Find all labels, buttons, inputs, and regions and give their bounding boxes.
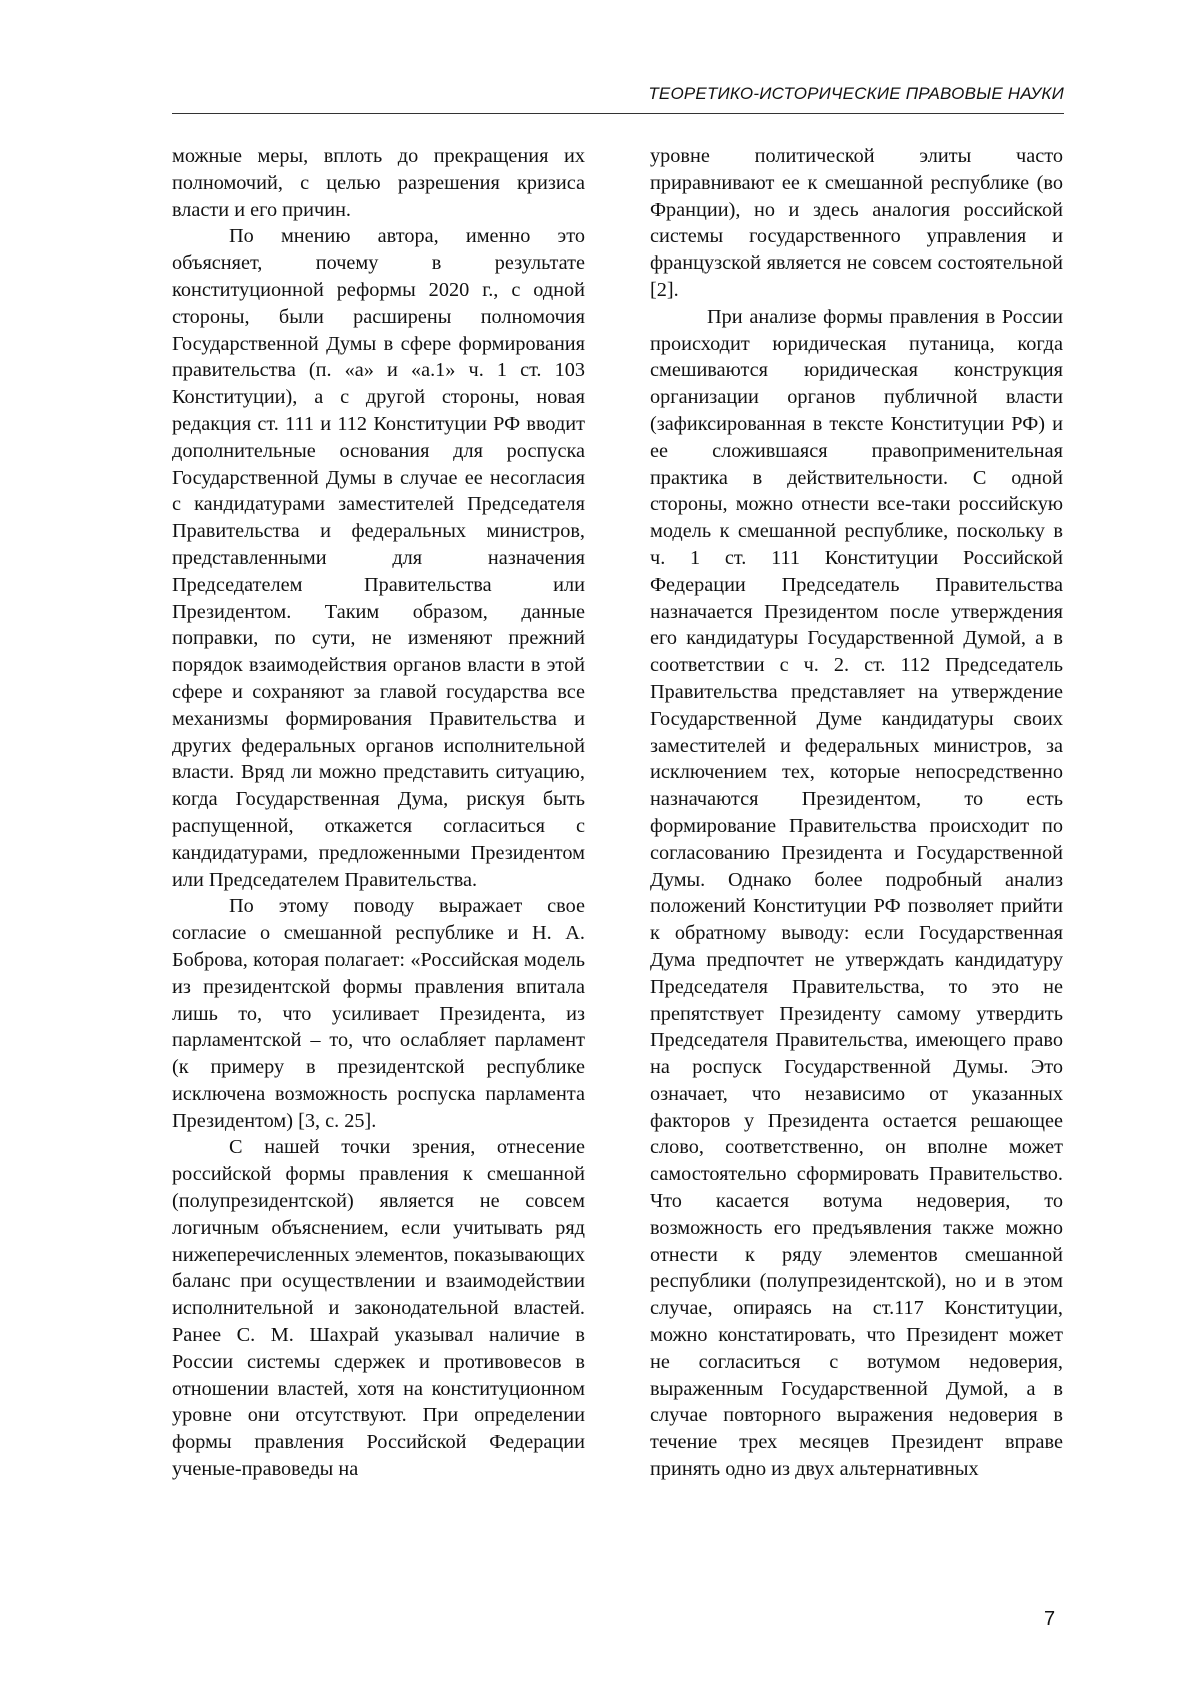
paragraph: По мнению автора, именно это объясняет, почему в результате конституционной реформы 2020 г., с одной стороны, были расширены полномочия Государственной Думы в сфере формирования правительства (п. «а» и «а.1» ч. 1 ст. 103 Конституции), а с другой стороны, новая редакция ст. 111 и 112 Конституции РФ вводит дополнительные основания для роспуска Государственной Думы в случае ее несогласия с кандидатурами заместителей Председателя Правительства и федеральных министров, представленными для назначения Председателем Правительства или Президентом. Таким образом, данные поправки, по сути, не изменяют прежний порядок взаимодействия органов власти в этой сфере и сохраняют за главой государства все механизмы формирования Правительства и других федеральных органов исполнительной власти. Вряд ли можно представить ситуацию, когда Государственная Дума, рискуя быть распущенной, откажется согласиться с кандидатурами, предложенными Президентом или Председателем Правительства. bbox=[172, 225, 585, 891]
paragraph: С нашей точки зрения, отнесение российской формы правления к смешанной (полупрезидентской) является не совсем логичным объяснением, если учитывать ряд нижеперечисленных элементов, показывающих баланс при осуществлении и взаимодействии исполнительной и законодательной властей. Ранее С. М. Шахрай указывал наличие в России системы сдержек и противовесов в отношении властей, хотя на конституционном уровне они отсутствуют. При определении формы правления Российской Федерации ученые-правоведы на bbox=[172, 1136, 585, 1481]
right-column bbox=[650, 143, 1063, 1483]
left-column bbox=[172, 143, 585, 1483]
page-number: 7 bbox=[1044, 1608, 1056, 1630]
paragraph: По этому поводу выражает свое согласие о смешанной республике и Н. А. Боброва, которая полагает: «Российская модель из президентской формы правления впитала лишь то, что усиливает Президента, из парламентской – то, что ослабляет парламент (к примеру в президентской республике исключена возможность роспуска парламента Президентом) [3, с. 25]. bbox=[172, 895, 585, 1132]
running-header: ТЕОРЕТИКО-ИСТОРИЧЕСКИЕ ПРАВОВЫЕ НАУКИ bbox=[648, 84, 1064, 103]
header-rule bbox=[172, 113, 1064, 114]
paragraph: уровне политической элиты часто приравнивают ее к смешанной республике (во Франции), но и здесь аналогия российской системы государственного управления и французской является не совсем состоятельной [2]. bbox=[650, 145, 1063, 301]
paragraph: можные меры, вплоть до прекращения их полномочий, с целью разрешения кризиса власти и его причин. bbox=[172, 145, 585, 221]
paragraph: При анализе формы правления в России происходит юридическая путаница, когда смешиваются юридическая конструкция организации органов публичной власти (зафиксированная в тексте Конституции РФ) и ее сложившаяся правоприменительная практика в действительности. С одной стороны, можно отнести все-таки российскую модель к смешанной республике, поскольку в ч. 1 ст. 111 Конституции Российской Федерации Председатель Правительства назначается Президентом после утверждения его кандидатуры Государственной Думой, а в соответствии с ч. 2. ст. 112 Председатель Правительства представляет на утверждение Государственной Думе кандидатуры своих заместителей и федеральных министров, за исключением тех, которые непосредственно назначаются Президентом, то есть формирование Правительства происходит по согласованию Президента и Государственной Думы. Однако более подробный анализ положений Конституции РФ позволяет прийти к обратному выводу: если Государственная Дума предпочтет не утверждать кандидатуру Председателя Правительства, то это не препятствует Президенту самому утвердить Председателя Правительства, имеющего право на роспуск Государственной Думы. Это означает, что независимо от указанных факторов у Президента остается решающее слово, соответственно, он вполне может самостоятельно сформировать Правительство. Что касается вотума недоверия, то возможность его предъявления также можно отнести к ряду элементов смешанной республики (полупрезидентской), но и в этом случае, опираясь на ст.117 Конституции, можно констатировать, что Президент может не согласиться с вотумом недоверия, выраженным Государственной Думой, а в случае повторного выражения недоверия в течение трех месяцев Президент вправе принять одно из двух альтернативных bbox=[650, 305, 1063, 1481]
